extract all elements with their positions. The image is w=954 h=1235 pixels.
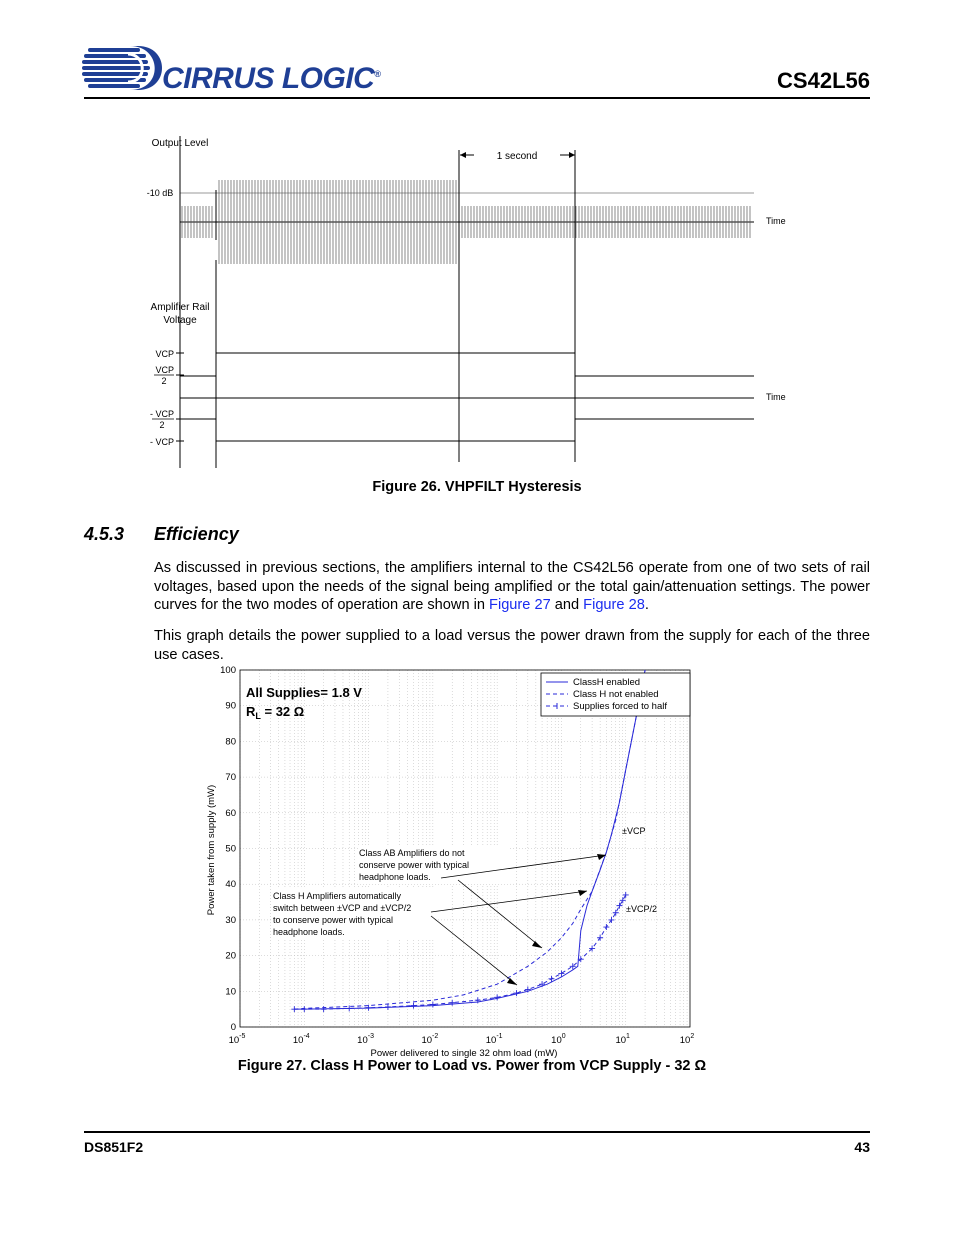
data-point-plus <box>608 917 614 923</box>
x-tick-label: $10^{-4}$ <box>292 1033 310 1046</box>
figure-27-chart <box>190 660 720 1065</box>
section-number: 4.5.3 <box>84 524 125 544</box>
legend-classh-not-enabled: Class H not enabled <box>573 689 659 700</box>
y-tick-label: 90 <box>225 700 236 712</box>
legend-supplies-forced: Supplies forced to half <box>573 701 668 712</box>
x-tick-label: $10^{-3}$ <box>357 1033 374 1046</box>
annotation-classab-1: Class AB Amplifiers do not <box>359 848 465 858</box>
figure-26-caption: Figure 26. VHPFILT Hysteresis <box>372 479 582 495</box>
pm-vcp-half-label: ±VCP/2 <box>626 904 657 914</box>
annotation-classab-3: headphone loads. <box>359 872 431 882</box>
paragraph-1: As discussed in previous sections, the amplifiers internal to the CS42L56 operate from one of two sets of rail voltages, based upon the needs of the signal being amplified or the total gain/attenuation settings. The power curves for the two modes of operation are shown in Figure 27 and Figure 28. <box>154 560 870 613</box>
annotation-classh-3: to conserve power with typical <box>273 915 394 925</box>
x-tick-label: $10^1$ <box>615 1033 630 1046</box>
output-level-label: Output Level <box>151 138 209 149</box>
data-point-plus <box>539 981 545 987</box>
annotation-classh-4: headphone loads. <box>273 927 345 937</box>
rl-label: $R_L = 32$ Ω <box>246 704 305 721</box>
link-figure-27[interactable]: Figure 27 <box>489 597 551 613</box>
x-tick-label: $10^{-1}$ <box>485 1033 503 1046</box>
data-point-plus <box>494 994 500 1000</box>
vcp-half-numerator: VCP <box>155 365 174 375</box>
rail-label-line1: Amplifier Rail <box>150 302 210 313</box>
data-point-plus <box>613 910 619 916</box>
paragraph-2: This graph details the power supplied to a load versus the power drawn from the supply for each of the three use cases. <box>154 628 870 663</box>
data-point-plus <box>385 1004 391 1010</box>
data-point-plus <box>603 924 609 930</box>
supplies-label: All Supplies= 1.8 V <box>246 685 362 700</box>
page-number: 43 <box>854 1139 870 1155</box>
y-axis-label: Power taken from supply (mW) <box>206 784 217 916</box>
rail-label-line2: Voltage <box>163 315 197 326</box>
vcp-half-denominator: 2 <box>161 376 167 386</box>
annotation-classh-2: switch between ±VCP and ±VCP/2 <box>273 903 412 913</box>
series-line-1 <box>294 670 645 1009</box>
pm-vcp-label: ±VCP <box>622 826 646 836</box>
y-tick-label: 30 <box>225 914 236 926</box>
time-label-bottom: Time <box>766 392 786 402</box>
neg-vcp-half-denominator: 2 <box>159 420 165 430</box>
x-axis-label: Power delivered to single 32 ohm load (mW) <box>370 1048 558 1059</box>
header-divider <box>84 97 870 99</box>
annotation-classh-1: Class H Amplifiers automatically <box>273 891 402 901</box>
y-tick-label: 80 <box>225 736 236 748</box>
data-point-plus <box>291 1006 297 1012</box>
series-line-2 <box>294 670 645 1009</box>
legend-classh-enabled: ClassH enabled <box>573 677 641 688</box>
one-second-label: 1 second <box>496 151 538 162</box>
time-label-top: Time <box>766 216 786 226</box>
brand-name: CIRRUS LOGIC® <box>162 62 381 95</box>
data-point-plus <box>616 903 622 909</box>
y-tick-label: 10 <box>225 986 236 998</box>
link-figure-28[interactable]: Figure 28 <box>583 597 645 613</box>
figure-26-diagram <box>140 130 800 480</box>
x-tick-label: $10^{-5}$ <box>228 1033 246 1046</box>
y-tick-label: 60 <box>225 807 236 819</box>
data-point-plus <box>623 892 629 898</box>
document-title: CS42L56 <box>777 68 870 93</box>
y-tick-label: 100 <box>220 665 236 676</box>
cirrus-logic-logo-icon <box>82 42 172 99</box>
data-point-plus <box>301 1006 307 1012</box>
y-tick-label: 70 <box>225 772 236 784</box>
y-tick-label: 20 <box>225 950 236 962</box>
neg-vcp-half-numerator: - VCP <box>149 409 174 419</box>
vcp-label: VCP <box>155 349 174 359</box>
data-point-plus <box>430 1002 436 1008</box>
figure-27-caption: Figure 27. Class H Power to Load vs. Power from VCP Supply - 32 Ω <box>237 1058 707 1074</box>
neg-vcp-label: - VCP <box>149 437 174 447</box>
y-tick-label: 40 <box>225 879 236 891</box>
x-tick-label: $10^2$ <box>679 1033 695 1046</box>
y-tick-label: 0 <box>230 1022 236 1033</box>
data-point-plus <box>449 1000 455 1006</box>
minus-10db-label: -10 dB <box>146 188 174 198</box>
x-tick-label: $10^{-2}$ <box>421 1033 439 1046</box>
chart-legend <box>541 673 690 716</box>
data-point-plus <box>513 990 519 996</box>
footer-divider <box>84 1131 870 1133</box>
x-tick-label: $10^0$ <box>551 1033 566 1046</box>
y-tick-label: 50 <box>225 843 236 855</box>
document-id: DS851F2 <box>84 1139 144 1155</box>
data-point-plus <box>620 897 626 903</box>
section-title: Efficiency <box>154 524 239 544</box>
data-point-plus <box>411 1003 417 1009</box>
annotation-classab-2: conserve power with typical <box>359 860 470 870</box>
